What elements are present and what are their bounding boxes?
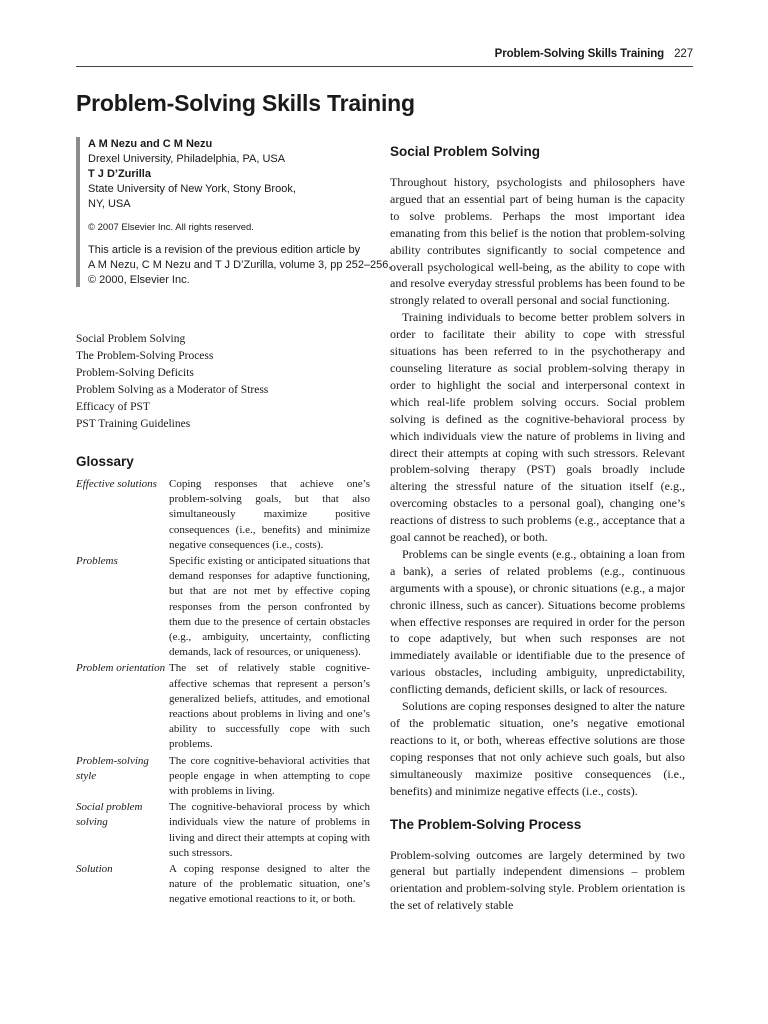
glossary-definition: The set of relatively stable cognitive-affective schemas that represent a person’s generalized beliefs, attitudes, and emotional reactions about problems in living and one’s ability to successfully cope with such problems. — [169, 662, 370, 751]
body-paragraph: Problems can be single events (e.g., obtaining a loan from a bank), a series of related problems (e.g., continuous arguments with a spouse), or chronic situations (e.g., a major chronic illness, such as cancer). Situations become problems when effective responses are required in order for the person to cope adaptively, but when such responses are not immediately available or identifiable due to the presence of various obstacles, including ambiguity, unpredictability, conflicting demands, deficient skills, or lack of resources. — [390, 546, 685, 697]
toc-item[interactable]: Problem Solving as a Moderator of Stress — [76, 384, 269, 396]
toc-item[interactable]: PST Training Guidelines — [76, 418, 191, 430]
author-names-2: T J D’Zurilla — [88, 168, 151, 180]
header-rule — [76, 66, 693, 67]
author-block — [76, 137, 392, 287]
glossary-entry — [76, 862, 370, 908]
body-paragraph: Problem-solving outcomes are largely determined by two general but partially independent dimensions – problem orientation and problem-solving style. Problem orientation is the set of relatively stable — [390, 847, 685, 913]
glossary-term: Social problem solving — [76, 801, 143, 829]
running-title: Problem-Solving Skills Training — [494, 48, 665, 60]
revision-line: This article is a revision of the previous edition article by — [88, 244, 361, 256]
author-affiliation-2-line1: State University of New York, Stony Brook, — [88, 183, 296, 195]
section-heading-social-problem-solving: Social Problem Solving — [390, 144, 541, 159]
table-of-contents — [76, 331, 268, 433]
glossary-term: Problems — [76, 555, 118, 568]
glossary-entry — [76, 800, 370, 861]
revision-note — [88, 243, 392, 288]
section-heading-problem-solving-process: The Problem-Solving Process — [390, 816, 582, 832]
toc-item[interactable]: Efficacy of PST — [76, 401, 150, 413]
revision-line: A M Nezu, C M Nezu and T J D’Zurilla, volume 3, pp 252–256, — [88, 259, 392, 271]
glossary-entry — [76, 477, 370, 553]
main-text-column — [390, 143, 685, 914]
glossary-definition: A coping response designed to alter the nature of the problematic situation, one’s negative emotional reactions to it, or both. — [169, 863, 370, 906]
glossary-term: Effective solutions — [76, 478, 157, 490]
glossary-entry — [76, 554, 370, 660]
glossary-definition: The core cognitive-behavioral activities that people engage in when attempting to cope with problems in living. — [169, 754, 370, 798]
glossary-term: Problem-solving style — [76, 754, 149, 782]
toc-item[interactable]: The Problem-Solving Process — [76, 350, 214, 362]
toc-item[interactable]: Problem-Solving Deficits — [76, 367, 194, 379]
author-affiliation-2-line2: NY, USA — [88, 198, 131, 210]
copyright-notice: © 2007 Elsevier Inc. All rights reserved. — [88, 222, 254, 233]
body-paragraph: Training individuals to become better problem solvers in order to facilitate their ability to cope with stressful situations has been referred to in the psychotherapy and counseling literature as social problem-solving therapy in order to highlight the social and interpersonal context in which real-life problem solving occurs. Social problem solving is defined as the cognitive-behavioral process by which individuals view the nature of problems in living and direct their attempts at coping with such stressors. Relevant problem-solving therapy (PST) goals broadly include altering the stressful nature of the situation itself (e.g., overcoming obstacles to a personal goal), changing one’s reactions of distress to such problems (e.g., acceptance that a goal cannot be reached), or both. — [390, 310, 685, 545]
glossary-definition: Specific existing or anticipated situations that demand responses for adaptive functioning, but that are not met by effective coping responses from the person confronted by them due to the presence of certain obstacles (e.g., ambiguity, uncertainty, conflicting demands, lack of resources, or uniqueness). — [169, 555, 370, 659]
revision-line: © 2000, Elsevier Inc. — [88, 274, 190, 286]
author-affiliation-1: Drexel University, Philadelphia, PA, USA — [88, 153, 286, 165]
glossary-entry — [76, 661, 370, 752]
article-title: Problem-Solving Skills Training — [76, 90, 415, 116]
page-number: 227 — [674, 48, 693, 60]
body-paragraph: Throughout history, psychologists and philosophers have argued that an essential part of being human is the capacity to solve problems. Perhaps the most important idea emanating from this belief is the notion that problem-solving ability contributes significantly to social competence and overall psychological well-being, as the ability to cope with and resolve everyday stressful problems has been found to be strongly related to overall personal and social functioning. — [390, 175, 685, 308]
glossary-heading: Glossary — [76, 454, 134, 469]
glossary-term: Problem orientation — [76, 662, 166, 675]
author-names-1: A M Nezu and C M Nezu — [88, 138, 213, 150]
page-header — [76, 48, 693, 68]
glossary-definition: Coping responses that achieve one’s problem-solving goals, but that also simultaneously maximize positive consequences (i.e., benefits) and minimize negative consequences (i.e., costs). — [169, 478, 370, 551]
toc-item[interactable]: Social Problem Solving — [76, 333, 186, 345]
body-paragraph: Solutions are coping responses designed to alter the nature of the problematic situation, one’s negative emotional reactions to it, or both, whereas effective solutions are those coping responses that not only achieve such goals, but also simultaneously maximize positive consequences (i.e., benefits) and minimize negative effects (i.e., costs). — [390, 699, 685, 798]
glossary-term: Solution — [76, 863, 113, 876]
running-head — [495, 48, 693, 60]
glossary-definition: The cognitive-behavioral process by which individuals view the nature of problems in living and direct their attempts at coping with such stressors. — [169, 801, 370, 859]
glossary-entry — [76, 754, 370, 800]
glossary — [76, 477, 370, 909]
